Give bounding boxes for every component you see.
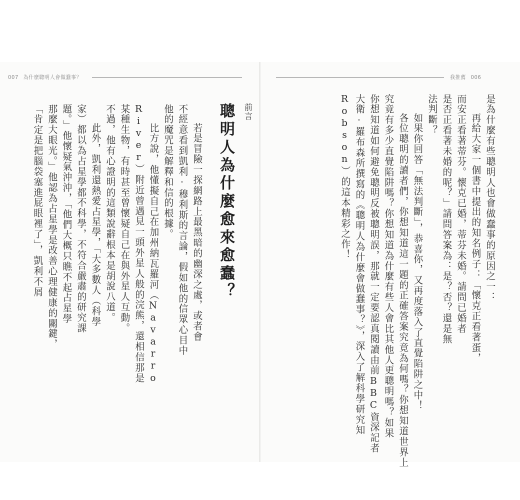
right-body-text <box>337 94 497 468</box>
left-line: 比方說，他懂擬自己在加州納瓦羅河（Navarro <box>147 123 159 385</box>
right-line: 你想知道如何避免聰明反被聰明誤，那就一定要認真閱讀由前BBC資深記者 <box>368 94 379 454</box>
right-line: 究竟有多少直覺陷阱嗎？你想知道為什麼有些人會比其他人更聰明嗎？如果 <box>382 94 394 439</box>
right-line: 法判斷？ <box>426 94 437 136</box>
right-running-header <box>450 74 481 81</box>
right-page-number: 006 <box>470 75 482 81</box>
left-body-text <box>29 104 203 449</box>
right-line: 是為什麼有些聰明人也會做蠢事的原因之一： <box>484 94 495 303</box>
left-line: 不經意看到凱利·穆利斯的言論，假如他的信眾心目中 <box>176 104 188 357</box>
left-header-title: 為什麼聰明人會做蠢事？ <box>23 75 82 81</box>
left-line: River）附近曾遇見一頭外星人般的浣熊，還相信那是 <box>133 104 144 384</box>
left-page-number: 007 <box>8 75 19 81</box>
left-line: 家）都以為占星學都不科學，不符合嚴肅的研究課 <box>75 104 86 334</box>
right-line: 而安正看著蒂芬。懷克已婚，蒂芬未婚。請問已婚者 <box>455 94 466 335</box>
right-line: 是否正看著未婚的呢？」請問答案為：是？否？還是無 <box>440 94 452 345</box>
left-line: 不過，他有心證明的這類說辭根本是胡說八道。 <box>104 104 115 324</box>
book-gutter <box>259 62 261 462</box>
right-line: 如果你回答「無法判斷」，恭喜你，又再度落入了直覺陷阱之中！ <box>411 113 423 412</box>
left-line: 「肯定是把腦袋塞進屁眼裡了」，凱利不屑 <box>31 104 43 298</box>
section-label: 前言 <box>244 103 253 121</box>
left-line: 若是冒險一探網路上最黑暗的幽深之處，或者會 <box>191 123 202 343</box>
left-line: 某種生物，有時甚至曾懷疑自己在與外星人互動。 <box>118 104 130 334</box>
left-line: 那麼大眼光。」他認為占星學是改善心理健康的關鍵， <box>46 104 57 350</box>
right-line: 再給大家一個書中提出的知名例子：「懷克正看著蛋， <box>469 113 481 364</box>
left-line: 題。」他懷疑氣沖沖，「他們大概只瞧不起占星學 <box>60 104 72 325</box>
right-line: 大衛·羅布森所撰寫的《聰明人為什麼會做蠢事？》，深入了解科學研究知 <box>353 94 365 436</box>
right-header-rule <box>276 77 444 78</box>
right-line: 各位聰明的讀者們，你想知道這一題的正確答案究竟為何嗎？你想知道世界上 <box>397 113 408 468</box>
right-header-title: 我推薦 <box>450 75 466 81</box>
left-header-rule <box>92 77 242 78</box>
right-line: Robson）的這本精彩之作！ <box>339 94 350 261</box>
left-line: 此外，凱利還熱愛占星學，「大多數人（科學 <box>89 123 101 328</box>
left-line: 他的魔咒是解釋和信的根據。 <box>162 104 173 240</box>
chapter-title: 聰明人為什麼愈來愈蠢？ <box>218 103 236 301</box>
left-running-header <box>8 74 82 81</box>
